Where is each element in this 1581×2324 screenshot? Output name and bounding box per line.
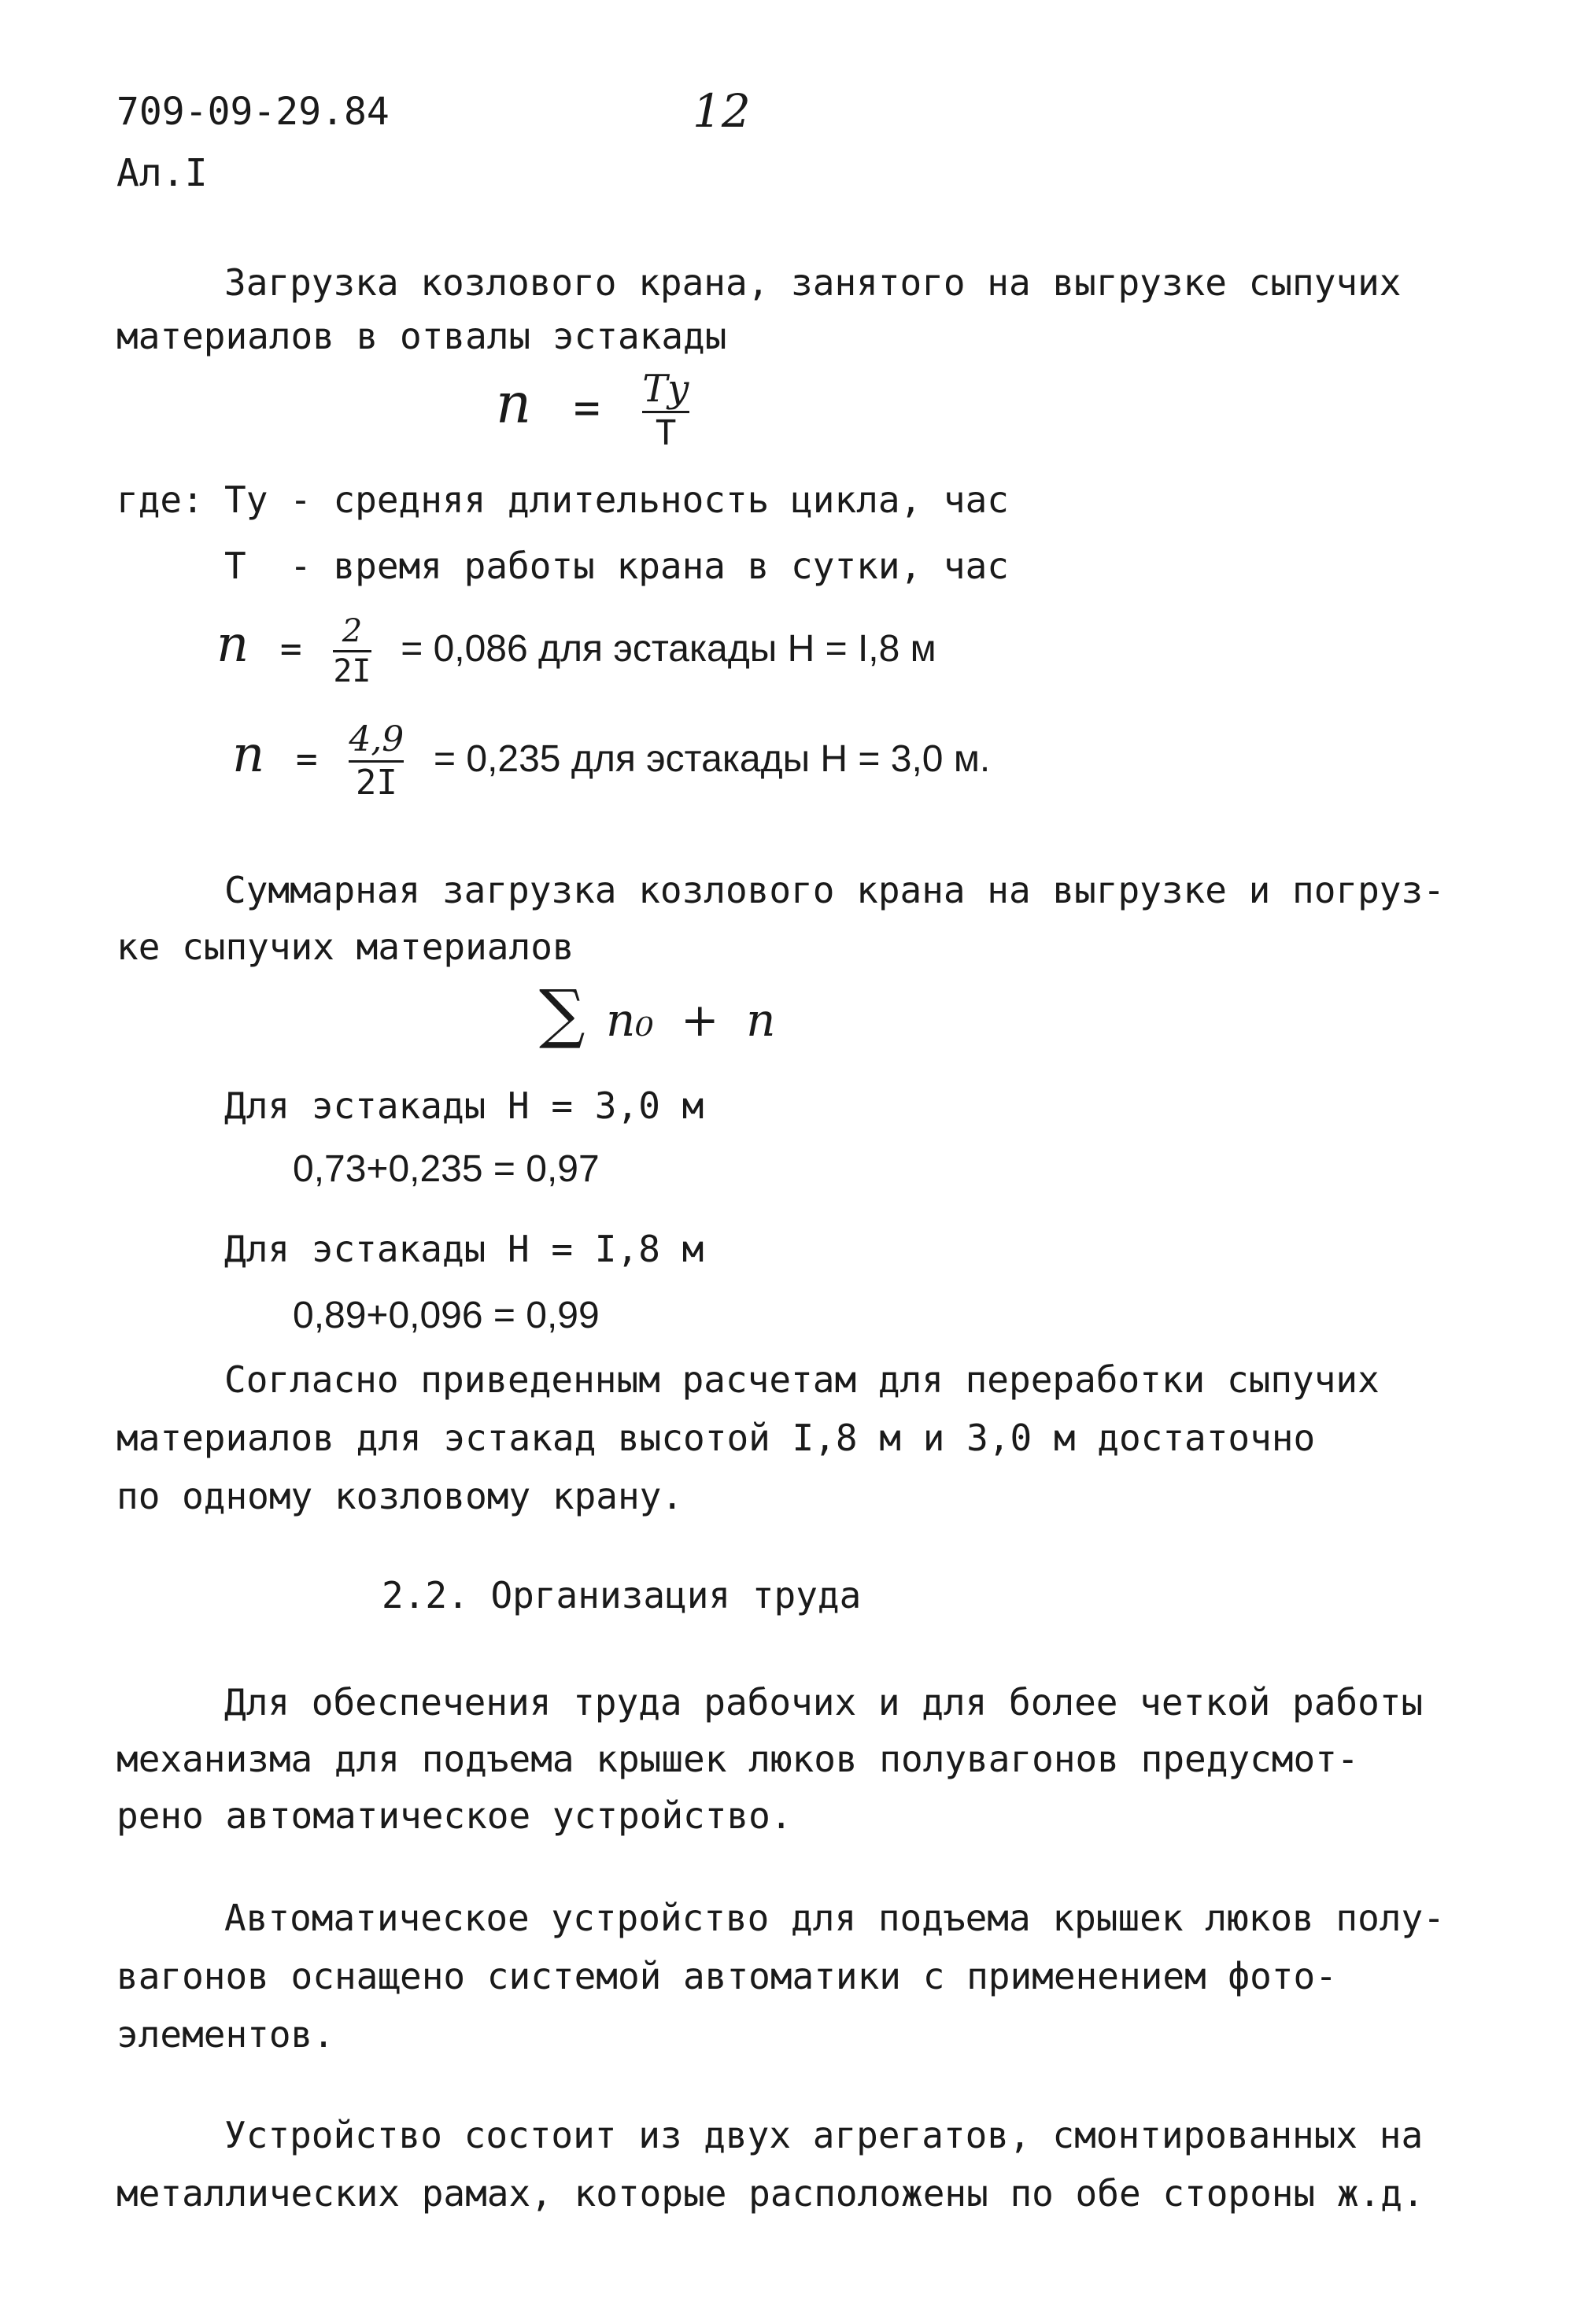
paragraph-line: рено автоматическое устройство. (116, 1794, 792, 1837)
sheet-label: Ал.I (116, 151, 208, 195)
calc-numerator: 2 (342, 613, 363, 649)
sum-term: n₀ (605, 993, 654, 1047)
paragraph-line: материалов для эстакад высотой I,8 м и 3,0 м достаточно (116, 1417, 1316, 1459)
calc-denominator: 2I (355, 763, 397, 803)
definition-line: Ту - средняя длительность цикла, час (224, 478, 1009, 521)
paragraph-line: Согласно приведенным расчетам для переработки сыпучих (224, 1358, 1380, 1401)
calc-fraction (349, 719, 404, 803)
calc-lhs: n (216, 615, 249, 674)
definition-line: Т - время работы крана в сутки, час (224, 545, 1009, 587)
paragraph-line: Загрузка козлового крана, занятого на выгрузке сыпучих (224, 261, 1402, 304)
paragraph-line: Автоматическое устройство для подъема крышек люков полу- (224, 1897, 1445, 1939)
formula-equals: = (573, 382, 600, 434)
calc-fraction (333, 615, 371, 687)
fraction-bar (333, 650, 371, 652)
formula-numerator: Ту (642, 367, 690, 411)
paragraph-line: Для обеспечения труда рабочих и для более четкой работы (224, 1681, 1424, 1724)
calc-line-2: n = $\frac{4,9}{2I}$ = 0,235 для эстакады Н = 3,0 м. (232, 719, 991, 803)
case-label: Для эстакады Н = I,8 м (224, 1228, 704, 1270)
calc-line-1: n = $\frac{2}{2I}$ = 0,086 для эстакады Н = I,8 м (216, 613, 936, 689)
formula-main (496, 367, 690, 453)
calc-result: = 0,086 для эстакады Н = I,8 м (401, 628, 936, 670)
case-calc: 0,89+0,096 = 0,99 (293, 1295, 600, 1336)
sum-term: n (746, 993, 776, 1047)
formula-fraction (642, 367, 690, 453)
paragraph-line: вагонов оснащено системой автоматики с применением фото- (116, 1955, 1337, 1997)
sum-formula (539, 977, 776, 1051)
where-label: где: (116, 478, 204, 521)
section-heading: 2.2. Организация труда (382, 1574, 862, 1616)
paragraph-line: ке сыпучих материалов (116, 926, 574, 968)
sum-plus: + (681, 993, 719, 1047)
calc-result: = 0,235 для эстакады Н = 3,0 м. (434, 738, 991, 780)
paragraph-line: элементов. (116, 2013, 334, 2056)
calc-numerator: 4,9 (349, 719, 404, 759)
formula-denominator: Т (655, 413, 677, 453)
paragraph-line: Суммарная загрузка козлового крана на выгрузке и погруз- (224, 869, 1445, 911)
paragraph-line: по одному козловому крану. (116, 1475, 684, 1517)
page-number: 12 (693, 84, 751, 138)
calc-denominator: 2I (333, 653, 371, 689)
paragraph-line: материалов в отвалы эстакады (116, 315, 727, 357)
case-label: Для эстакады Н = 3,0 м (224, 1084, 704, 1127)
case-calc: 0,73+0,235 = 0,97 (293, 1148, 600, 1190)
paragraph-line: механизма для подъема крышек люков полувагонов предусмот- (116, 1738, 1359, 1780)
calc-lhs: n (232, 726, 265, 784)
doc-number: 709-09-29.84 (116, 90, 390, 134)
formula-lhs: n (496, 371, 532, 436)
paragraph-line: Устройство состоит из двух агрегатов, смонтированных на (224, 2114, 1424, 2156)
paragraph-line: металлических рамах, которые расположены по обе стороны ж.д. (116, 2172, 1424, 2215)
sigma-symbol: ∑ (539, 977, 585, 1051)
